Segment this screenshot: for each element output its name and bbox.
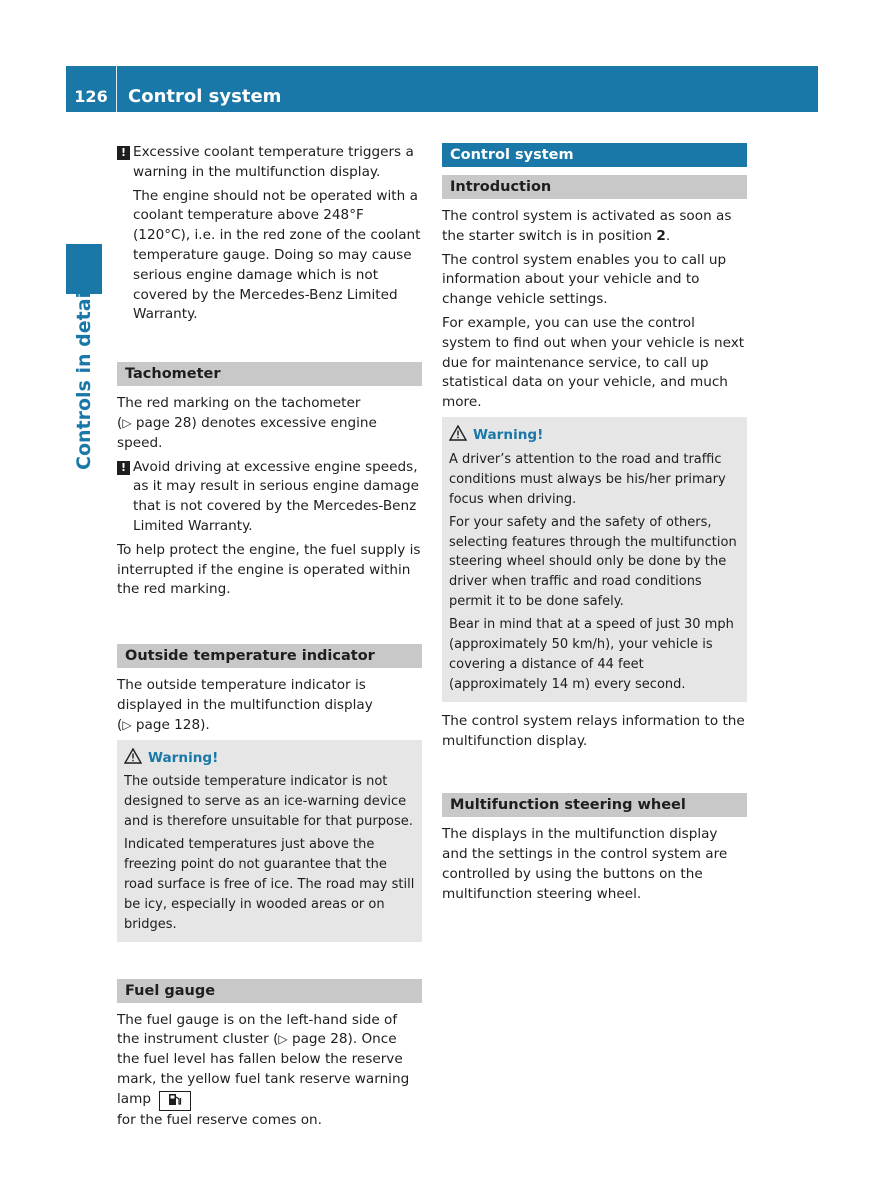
warning-triangle-icon [449, 425, 467, 441]
page-reference-link[interactable]: page 28 [291, 1031, 348, 1048]
page-number: 126 [74, 87, 108, 106]
side-tab-label: Controls in detail [73, 285, 95, 470]
exclamation-icon: ! [117, 146, 130, 160]
page-ref-arrow-icon: ▷ [122, 717, 132, 732]
tachometer-note [117, 458, 422, 537]
warning-heading: Warning! [124, 748, 415, 769]
coolant-note [117, 143, 422, 325]
steering-wheel-heading: Multifunction steering wheel [442, 793, 747, 817]
page-header [66, 66, 818, 112]
page-reference-link[interactable]: page 28 [135, 414, 192, 431]
right-column [442, 143, 747, 909]
warning-heading: Warning! [449, 425, 740, 446]
coolant-note-text: Excessive coolant temperature triggers a warning in the multifunction display. [133, 144, 414, 180]
introduction-text: The control system is activated as soon as the starter switch is in position 2. [442, 208, 732, 244]
introduction-text: For example, you can use the control system to find out when your vehicle is next due for maintenance service, to call up statistical data on your vehicle, and much more. [442, 314, 745, 411]
page-title: Control system [128, 86, 282, 107]
tachometer-heading: Tachometer [117, 362, 422, 386]
fuel-supply-text: To help protect the engine, the fuel supply is interrupted if the engine is operated within the red marking. [117, 541, 421, 598]
warning-text: The outside temperature indicator is not designed to serve as an ice-warning device and is therefore unsuitable for that purpose. [124, 774, 413, 830]
warning-text: For your safety and the safety of others, selecting features through the multifunction steering wheel should only be done by the driver when traffic and road conditions permit it to be done safely. [449, 514, 737, 610]
outside-temperature-text: The outside temperature indicator is displayed in the multifunction display (▷ page 128). [117, 677, 373, 733]
coolant-note-detail: The engine should not be operated with a coolant temperature above 248°F (120°C), i.e. in the red zone of the coolant temperature gauge. Doing so may cause serious engine damage which is not covered by the Mercedes-Benz Limited Warranty. [133, 187, 421, 323]
fuel-gauge-text: The fuel gauge is on the left-hand side of the instrument cluster (▷ page 28). Once the fuel level has fallen below the reserve mark, the yellow fuel tank reserve warning lamp for the fuel reserve comes on. [117, 1011, 410, 1128]
warning-text: A driver’s attention to the road and traffic conditions must always be his/her primary focus when driving. [449, 451, 726, 507]
fuel-reserve-lamp-icon [159, 1091, 191, 1111]
tachometer-note-text: Avoid driving at excessive engine speeds, as it may result in serious engine damage that is not covered by the Mercedes-Benz Limited Warranty. [133, 458, 419, 534]
page-ref-arrow-icon: ▷ [278, 1032, 288, 1047]
tachometer-text: The red marking on the tachometer (▷ page 28) denotes excessive engine speed. [117, 395, 377, 451]
outside-temperature-heading: Outside temperature indicator [117, 644, 422, 668]
left-column [117, 143, 422, 1135]
introduction-heading: Introduction [442, 175, 747, 199]
side-tab [64, 285, 104, 670]
introduction-text: The control system enables you to call up information about your vehicle and to change vehicle settings. [442, 251, 727, 308]
header-divider [116, 66, 117, 112]
warning-text: Bear in mind that at a speed of just 30 mph (approximately 50 km/h), your vehicle is covering a distance of 44 feet (approximately 14 m) every second. [449, 617, 734, 692]
warning-text: Indicated temperatures just above the freezing point do not guarantee that the road surface is free of ice. The road may still be icy, especially in wooded areas or on bridges. [124, 837, 415, 932]
introduction-text: The control system relays information to the multifunction display. [442, 712, 745, 749]
exclamation-icon: ! [117, 461, 130, 475]
steering-wheel-text: The displays in the multifunction display and the settings in the control system are controlled by using the buttons on the multifunction steering wheel. [442, 826, 728, 902]
outside-temperature-warning [117, 740, 422, 942]
warning-triangle-icon [124, 748, 142, 764]
driver-attention-warning [442, 417, 747, 702]
page-reference-link[interactable]: page 128 [135, 716, 201, 733]
page-ref-arrow-icon: ▷ [122, 415, 132, 430]
fuel-gauge-heading: Fuel gauge [117, 979, 422, 1003]
switch-position: 2 [656, 227, 666, 244]
section-title: Control system [442, 143, 747, 167]
